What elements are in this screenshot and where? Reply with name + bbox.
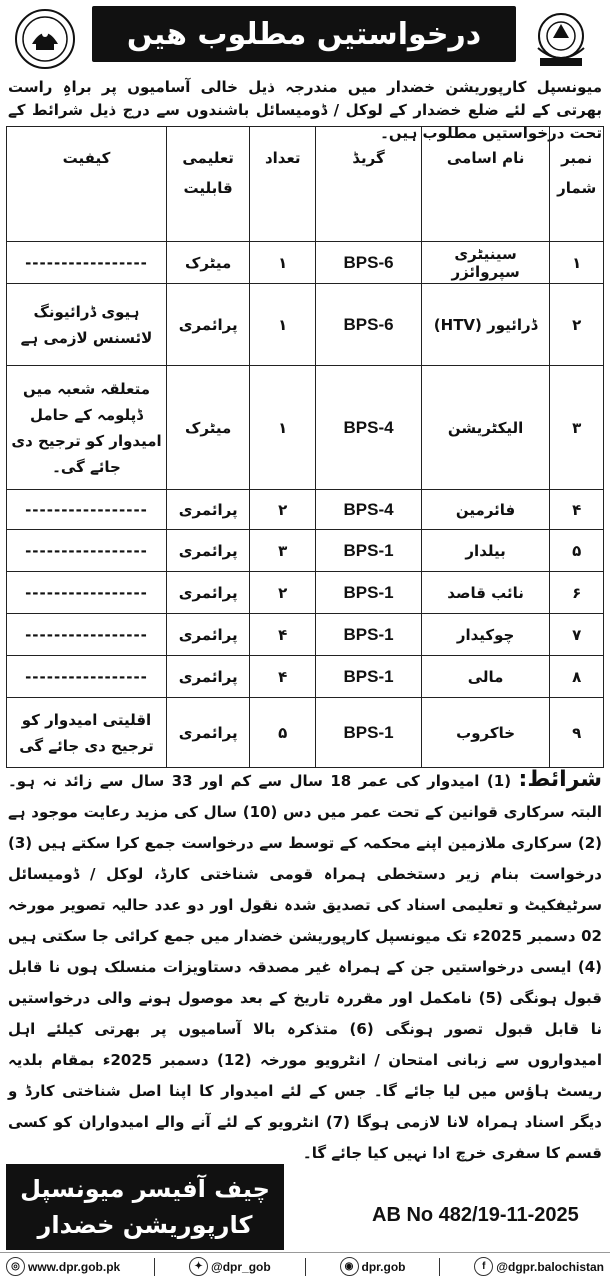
conditions-text: (1) امیدوار کی عمر 18 سال سے کم اور 33 سال سے زائد نہ ہو۔ البتہ سرکاری قوانین کے تحت عمر میں دس (10) سال کی مزید رعایت موجود ہے (2) سرکاری ملازمین اپنے محکمہ کے توسط سے درخواست جمع کرا سکتے ہیں (3) درخواست بنام زیر دستخطی ہمراہ قومی شناختی کارڈ، لوکل / ڈومیسائل سرٹیفکیٹ و تعلیمی اسناد کی تصدیق شدہ نقول اور دو عدد حالیہ تصویر مورخہ 02 دسمبر 2025ء تک میونسپل کارپوریشن خضدار میں جمع کرائی جا سکتی ہیں (4) ایسی درخواستیں جن کے ہمراہ غیر مصدقہ دستاویزات منسلک ہوں نا قابل قبول ہونگی (5) نامکمل اور مقررہ تاریخ کے بعد موصول ہونے والی درخواستیں نا قابل قبول تصور ہونگی (6) متذکرہ بالا آسامیوں پر بھرتی کیلئے اہل امیدواروں سے زبانی امتحان / انٹرویو مورخہ (12) دسمبر 2025ء بمقام بلدیہ ریسٹ ہاؤس میں لیا جائے گا۔ جس کے لئے امیدوار کا اپنا اصل شناختی کارڈ و دیگر اسناد ہمراہ لانا لازمی ہوگا (7) انٹرویو کے لئے آنے والے امیدواران کو کسی قسم کا سفری خرچ ادا نہیں کیا جائے گا۔ bbox=[8, 772, 603, 1162]
table-row bbox=[7, 698, 604, 768]
cell-count: ۱ bbox=[250, 242, 316, 284]
signatory-box bbox=[6, 1164, 284, 1250]
balochistan-govt-logo-icon bbox=[524, 8, 598, 70]
table-row bbox=[7, 242, 604, 284]
footer-facebook[interactable] bbox=[474, 1257, 604, 1276]
cell-serial: ۲ bbox=[550, 284, 604, 366]
cell-post-name: الیکٹریشن bbox=[421, 366, 550, 490]
facebook-icon: f bbox=[474, 1257, 493, 1276]
cell-count: ۵ bbox=[250, 698, 316, 768]
cell-remarks: ----------------- bbox=[7, 530, 167, 572]
footer-website[interactable] bbox=[6, 1257, 120, 1276]
cell-count: ۴ bbox=[250, 614, 316, 656]
cell-remarks: متعلقہ شعبہ میں ڈپلومہ کے حامل امیدوار کو ترجیح دی جائے گی۔ bbox=[7, 366, 167, 490]
cell-remarks: اقلیتی امیدوار کو ترجیح دی جائے گی bbox=[7, 698, 167, 768]
cell-remarks: ----------------- bbox=[7, 614, 167, 656]
cell-grade: BPS-4 bbox=[316, 366, 422, 490]
vacancies-table bbox=[6, 126, 604, 768]
cell-education: پرائمری bbox=[166, 698, 249, 768]
globe-icon: ◎ bbox=[6, 1257, 25, 1276]
table-row bbox=[7, 656, 604, 698]
cell-education: میٹرک bbox=[166, 242, 249, 284]
cell-post-name: ڈرائیور (HTV) bbox=[421, 284, 550, 366]
cell-post-name: چوکیدار bbox=[421, 614, 550, 656]
cell-post-name: نائب قاصد bbox=[421, 572, 550, 614]
table-row bbox=[7, 530, 604, 572]
cell-count: ۴ bbox=[250, 656, 316, 698]
cell-grade: BPS-1 bbox=[316, 656, 422, 698]
cell-post-name: مالی bbox=[421, 656, 550, 698]
twitter-text: @dpr_gob bbox=[211, 1259, 271, 1274]
cell-count: ۱ bbox=[250, 284, 316, 366]
header-count: تعداد bbox=[250, 127, 316, 242]
signatory-line-2: کارپوریشن خضدار bbox=[37, 1211, 253, 1239]
instagram-text: dpr.gob bbox=[361, 1259, 406, 1274]
cell-post-name: فائرمین bbox=[421, 490, 550, 530]
table-row bbox=[7, 490, 604, 530]
footer-instagram[interactable] bbox=[340, 1257, 406, 1276]
footer-divider bbox=[154, 1258, 155, 1276]
cell-grade: BPS-1 bbox=[316, 572, 422, 614]
header-post-name: نام اسامی bbox=[421, 127, 550, 242]
header-education: تعلیمی قابلیت bbox=[166, 127, 249, 242]
cell-serial: ۷ bbox=[550, 614, 604, 656]
header-remarks: کیفیت bbox=[7, 127, 167, 242]
conditions-label: شرائط: bbox=[518, 767, 603, 792]
cell-grade: BPS-6 bbox=[316, 284, 422, 366]
cell-serial: ۸ bbox=[550, 656, 604, 698]
twitter-icon: ✦ bbox=[189, 1257, 208, 1276]
cell-serial: ۳ bbox=[550, 366, 604, 490]
cell-serial: ۶ bbox=[550, 572, 604, 614]
cell-education: پرائمری bbox=[166, 656, 249, 698]
cell-serial: ۵ bbox=[550, 530, 604, 572]
header-grade: گریڈ bbox=[316, 127, 422, 242]
cell-serial: ۹ bbox=[550, 698, 604, 768]
cell-grade: BPS-4 bbox=[316, 490, 422, 530]
page-title: درخواستیں مطلوب ھیں bbox=[92, 6, 516, 62]
footer-twitter[interactable] bbox=[189, 1257, 271, 1276]
cell-remarks: ----------------- bbox=[7, 656, 167, 698]
table-header-row bbox=[7, 127, 604, 242]
cell-count: ۳ bbox=[250, 530, 316, 572]
table-row bbox=[7, 284, 604, 366]
cell-remarks: ----------------- bbox=[7, 242, 167, 284]
cell-grade: BPS-1 bbox=[316, 698, 422, 768]
header-serial: نمبر شمار bbox=[550, 127, 604, 242]
cell-grade: BPS-6 bbox=[316, 242, 422, 284]
intro-paragraph: میونسپل کارپوریشن خضدار میں مندرجہ ذیل خالی آسامیوں پر براہِ راست بھرتی کے لئے ضلع خضدار کے لوکل / ڈومیسائل باشندوں سے درج ذیل شرائط کے تحت درخواستیں مطلوب ہیں۔ bbox=[8, 78, 602, 142]
cell-serial: ۱ bbox=[550, 242, 604, 284]
cell-count: ۲ bbox=[250, 572, 316, 614]
cell-remarks: ----------------- bbox=[7, 490, 167, 530]
cell-grade: BPS-1 bbox=[316, 614, 422, 656]
cell-grade: BPS-1 bbox=[316, 530, 422, 572]
signatory-line-1: چیف آفیسر میونسپل bbox=[20, 1175, 270, 1203]
footer-divider bbox=[305, 1258, 306, 1276]
footer-bar bbox=[0, 1252, 610, 1280]
footer-divider bbox=[439, 1258, 440, 1276]
cell-post-name: خاکروب bbox=[421, 698, 550, 768]
cell-education: پرائمری bbox=[166, 490, 249, 530]
ad-number: AB No 482/19-11-2025 bbox=[372, 1204, 579, 1226]
cell-count: ۲ bbox=[250, 490, 316, 530]
cell-serial: ۴ bbox=[550, 490, 604, 530]
cell-education: میٹرک bbox=[166, 366, 249, 490]
website-text: www.dpr.gob.pk bbox=[28, 1259, 121, 1274]
cell-education: پرائمری bbox=[166, 530, 249, 572]
table-row bbox=[7, 614, 604, 656]
cell-count: ۱ bbox=[250, 366, 316, 490]
table-row bbox=[7, 366, 604, 490]
conditions-paragraph bbox=[8, 764, 602, 1169]
cell-post-name: بیلدار bbox=[421, 530, 550, 572]
table-row bbox=[7, 572, 604, 614]
cell-education: پرائمری bbox=[166, 572, 249, 614]
cell-remarks: ----------------- bbox=[7, 572, 167, 614]
cell-remarks: ہیوی ڈرائیونگ لائسنس لازمی ہے bbox=[7, 284, 167, 366]
municipal-logo-icon bbox=[14, 8, 76, 70]
cell-education: پرائمری bbox=[166, 284, 249, 366]
facebook-text: @dgpr.balochistan bbox=[496, 1259, 604, 1274]
cell-education: پرائمری bbox=[166, 614, 249, 656]
cell-post-name: سینیٹری سپروائزر bbox=[421, 242, 550, 284]
instagram-icon: ◉ bbox=[340, 1257, 359, 1276]
